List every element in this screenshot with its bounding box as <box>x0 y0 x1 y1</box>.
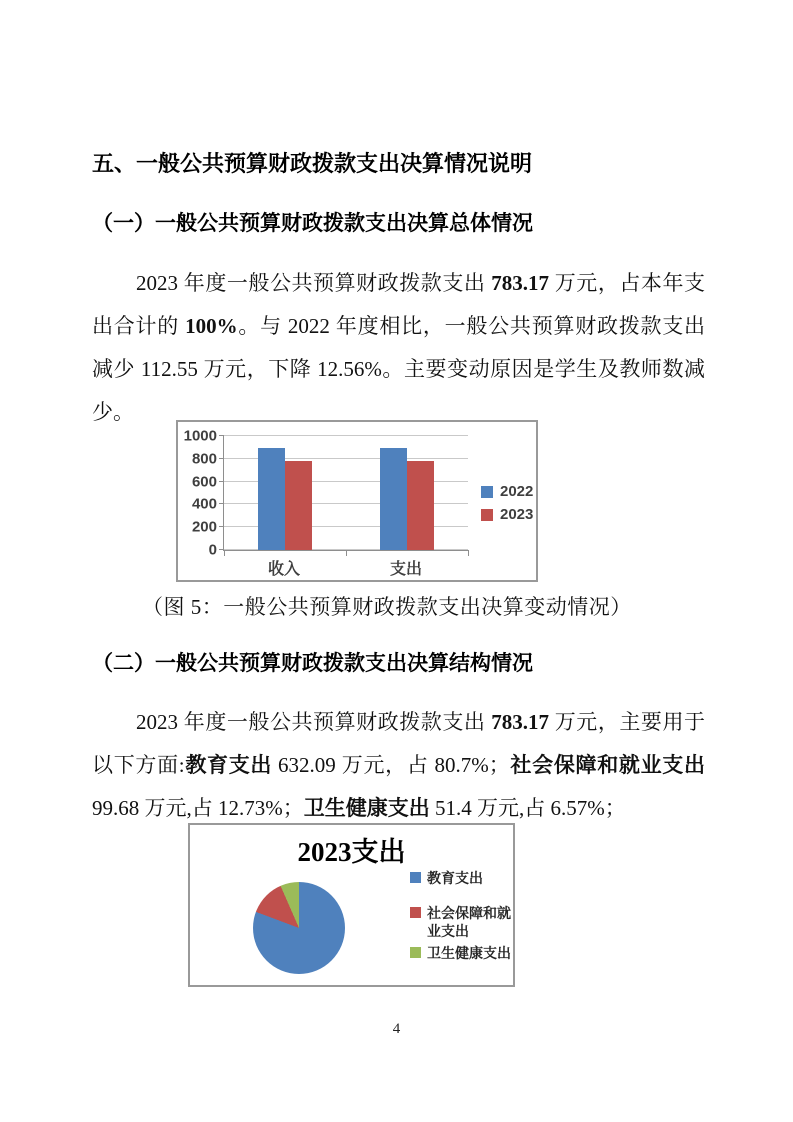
bar-2023-收入 <box>285 461 312 550</box>
pie-chart-2023 <box>188 823 515 987</box>
text-segment: 社会保障和就业支出 <box>509 753 705 777</box>
text-segment: 2023 年度一般公共预算财政拨款支出 <box>136 710 492 734</box>
bar-2022-收入 <box>258 448 285 550</box>
text-segment: 2023 年度一般公共预算财政拨款支出 <box>136 271 492 295</box>
legend-swatch-icon <box>410 947 421 958</box>
bar-xlabels <box>223 556 467 579</box>
y-tick-label: 800 <box>191 450 217 468</box>
pie-graphic <box>253 882 345 974</box>
bar-2022-支出 <box>380 448 407 550</box>
paragraph-overall <box>92 262 705 434</box>
bar-chart-figure5 <box>176 420 538 582</box>
pie-legend <box>410 869 514 962</box>
legend-label: 教育支出 <box>427 870 483 886</box>
x-category-label: 收入 <box>267 561 300 578</box>
x-category-label: 支出 <box>389 561 422 578</box>
text-segment: 51.4 万元,占 6.57%； <box>429 796 626 820</box>
legend-label: 卫生健康支出 <box>427 945 511 961</box>
bar-group-收入 <box>224 436 346 550</box>
bar-2023-支出 <box>407 461 434 550</box>
legend-swatch-icon <box>481 509 493 521</box>
y-tick-label: 1000 <box>183 427 217 445</box>
text-segment: 万元，主要用于以下方面: <box>92 710 706 777</box>
legend-item <box>481 484 533 499</box>
bar-group-支出 <box>346 436 468 550</box>
legend-swatch-icon <box>481 486 493 498</box>
text-segment: 632.09 万元，占 80.7%； <box>272 753 510 777</box>
y-tick-label: 400 <box>191 495 217 513</box>
x-tick <box>468 550 469 556</box>
text-segment: 783.17 <box>491 271 549 295</box>
text-segment: 教育支出 <box>184 753 273 777</box>
text-segment: 783.17 <box>491 710 549 734</box>
legend-item <box>410 869 514 887</box>
section-heading: 五、一般公共预算财政拨款支出决算情况说明 <box>92 151 533 176</box>
bar-groups <box>224 436 468 550</box>
y-tick-label: 200 <box>191 518 217 536</box>
legend-item <box>410 944 514 962</box>
pie-chart-title: 2023支出 <box>297 837 406 867</box>
legend-label: 社会保障和就业支出 <box>427 905 511 939</box>
text-segment: 万元，占本年支出合计的 <box>92 271 706 338</box>
legend-item <box>481 507 533 522</box>
paragraph-structure <box>92 701 705 830</box>
legend-swatch-icon <box>410 907 421 918</box>
legend-label: 2022 <box>500 483 534 500</box>
subsection-heading-overall: （一）一般公共预算财政拨款支出决算总体情况 <box>92 211 533 235</box>
subsection-heading-structure: （二）一般公共预算财政拨款支出决算结构情况 <box>92 651 533 675</box>
figure5-caption: （图 5：一般公共预算财政拨款支出决算变动情况） <box>142 595 632 619</box>
legend-label: 2023 <box>500 506 534 523</box>
y-tick-label: 600 <box>191 473 217 491</box>
bar-plot <box>183 427 468 559</box>
page-number: 4 <box>392 1021 401 1037</box>
text-segment: 卫生健康支出 <box>303 796 430 820</box>
bar-legend <box>481 484 533 522</box>
text-segment: 。与 2022 年度相比，一般公共预算财政拨款支出减少 112.55 万元，下降 12.56%。主要变动原因是学生及教师数减少。 <box>92 314 706 424</box>
text-segment: 100% <box>185 314 238 338</box>
y-tick-label: 0 <box>208 541 217 559</box>
legend-item <box>410 904 514 940</box>
text-segment: 99.68 万元,占 12.73%； <box>92 796 304 820</box>
legend-swatch-icon <box>410 872 421 883</box>
